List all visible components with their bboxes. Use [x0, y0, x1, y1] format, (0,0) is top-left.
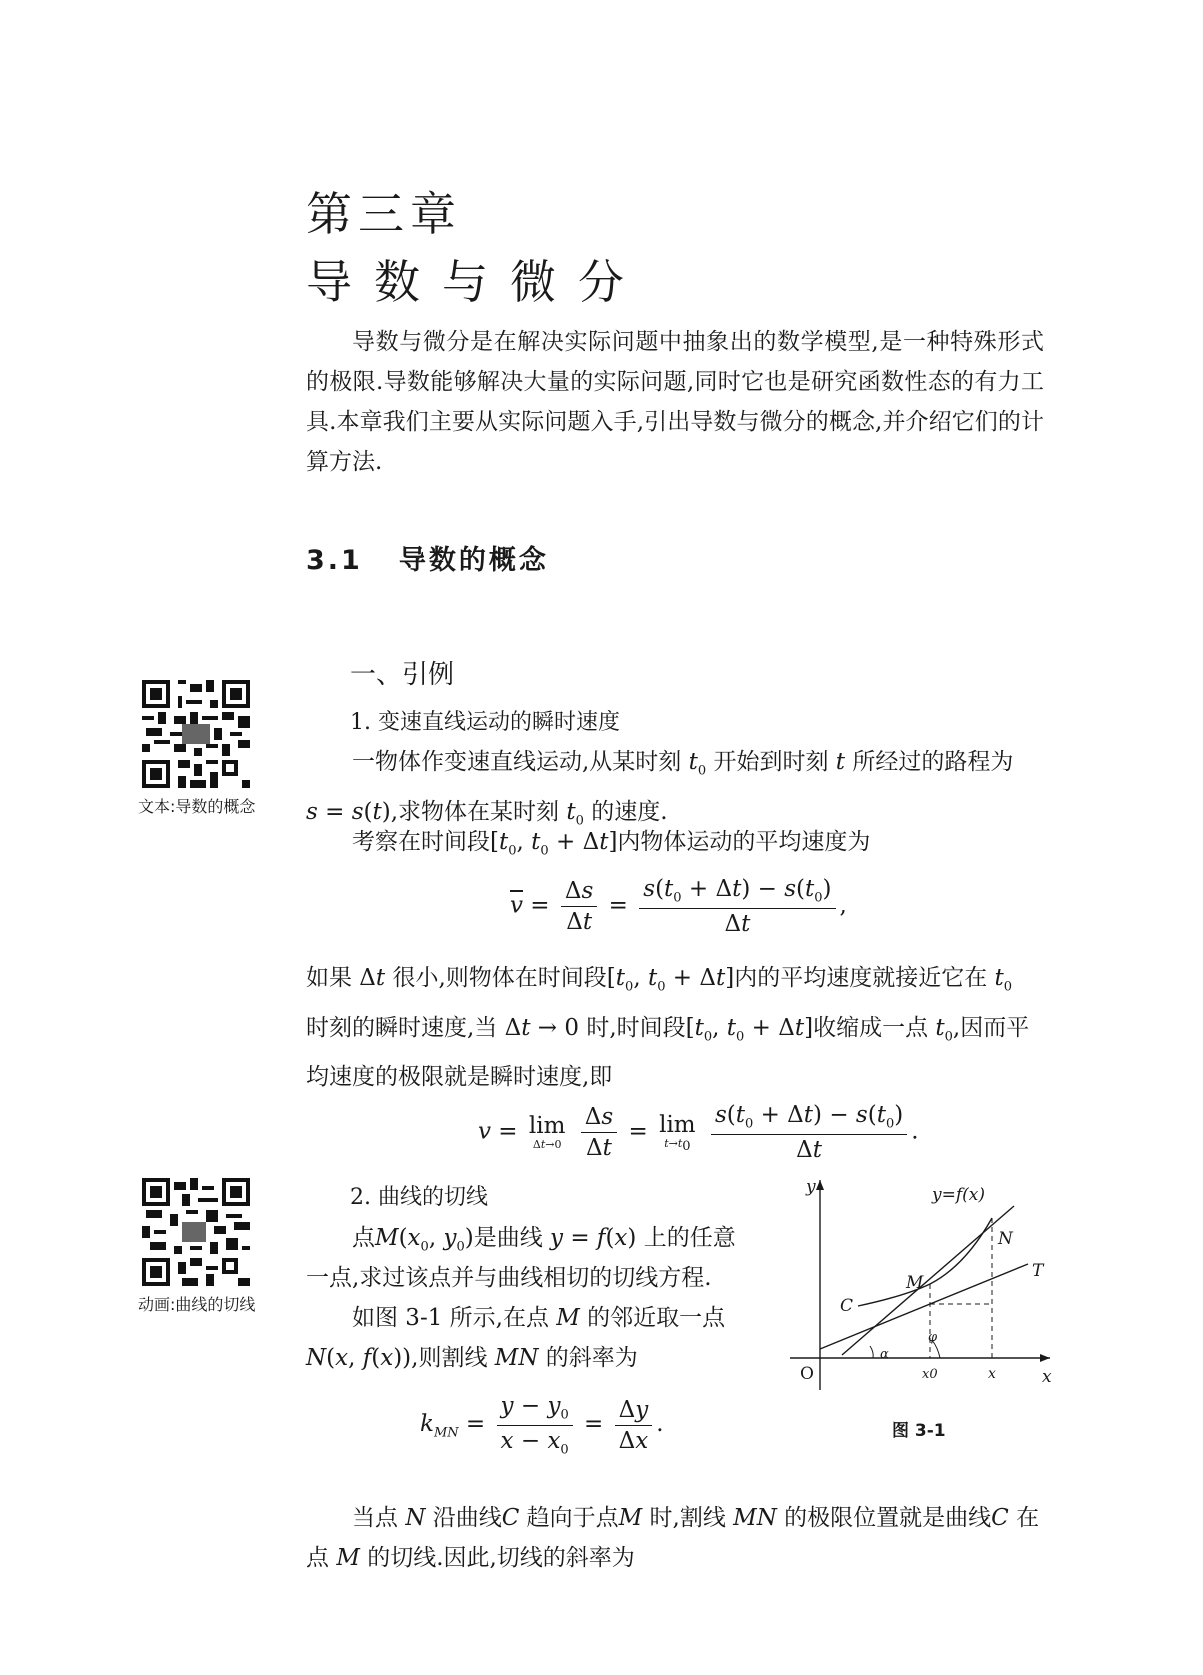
example2-paragraph1-cont: 一点,求过该点并与曲线相切的切线方程.	[306, 1265, 712, 1291]
label-tangent: T	[1032, 1261, 1044, 1281]
text-fragment: 收缩成一点	[813, 1014, 929, 1041]
text-fragment: 均速度的极限就是瞬时速度,即	[306, 1064, 613, 1091]
text-fragment: 沿曲线	[432, 1505, 502, 1531]
label-x0: x0	[922, 1367, 938, 1382]
subsection-heading: 一、引例	[350, 660, 455, 690]
text-fragment: 时刻的瞬时速度,当	[306, 1014, 498, 1041]
text-fragment: 考察在时间段	[352, 829, 490, 855]
example1-paragraph2: 考察在时间段[$t_0$, $t_0 + \Delta t$]内物体运动的平均速度为	[352, 829, 871, 859]
qr-code-animation[interactable]	[142, 1178, 250, 1286]
text-fragment: 的邻近取一点	[587, 1305, 726, 1331]
label-point-m: M	[906, 1273, 924, 1293]
example2-paragraph2-cont: N(x, f(x)),则割线 MN 的斜率为	[306, 1345, 638, 1371]
formula-average-velocity: $\overline{v}$ = $\frac{\Delta s}{\Delta t}$ = $\frac{s(t_0 + \Delta t) - s(t_0)}{\Delta t}$ ,	[510, 876, 847, 937]
figure-caption: 图 3-1	[892, 1421, 946, 1441]
label-x: x	[988, 1366, 996, 1382]
text-fragment: 时,割线	[649, 1505, 726, 1531]
text-fragment: ,因而平	[952, 1014, 1030, 1041]
text-fragment: ,则割线	[411, 1345, 488, 1371]
curve-path	[858, 1218, 992, 1306]
section-heading	[306, 538, 549, 577]
alpha-arc	[870, 1346, 873, 1358]
example2-title: 2. 曲线的切线	[350, 1185, 488, 1210]
text-fragment: 的切线.因此,切线的斜率为	[367, 1545, 635, 1571]
formula-secant-slope: $k_{MN}$ = $\frac{y - y_0}{x - x_0}$ = $\frac{\Delta y}{\Delta x}$ .	[420, 1393, 664, 1458]
text-fragment: 在	[1016, 1505, 1040, 1531]
text-fragment: 内的平均速度就接近它在	[734, 965, 988, 991]
example1-paragraph1: 一物体作变速直线运动,从某时刻 $t_0$ 开始到时刻 t 所经过的路程为 s = s(t),求物体在某时刻 $t_0$ 的速度.	[306, 749, 1014, 829]
label-y-axis: y	[806, 1178, 816, 1197]
label-point-n: N	[998, 1229, 1013, 1249]
section-title: 导数的概念	[398, 545, 549, 576]
text-fragment: 如图 3-1 所示,在点	[352, 1305, 549, 1331]
qr1-caption: 文本:导数的概念	[138, 797, 256, 816]
label-x-axis: x	[1042, 1367, 1052, 1387]
text-fragment: 的斜率为	[545, 1345, 638, 1371]
text-fragment: 如果	[306, 965, 352, 991]
example2-paragraph3: 当点 N 沿曲线C 趋向于点M 时,割线 MN 的极限位置就是曲线C 在	[352, 1505, 1040, 1531]
text-fragment: 一物体作变速直线运动,从某时刻	[352, 749, 682, 775]
text-fragment: 开始到时刻	[713, 749, 829, 775]
label-curve-c: C	[840, 1296, 854, 1316]
text-fragment: 上的任意	[643, 1225, 736, 1251]
y-axis-arrow	[816, 1180, 824, 1190]
qr-code-text[interactable]	[142, 680, 250, 788]
text-fragment: 点	[352, 1225, 375, 1251]
text-fragment: ,求物体在某时刻	[390, 798, 560, 825]
example2-paragraph2: 如图 3-1 所示,在点 M 的邻近取一点	[352, 1305, 726, 1331]
text-fragment: 是曲线	[473, 1225, 543, 1251]
label-origin: O	[800, 1364, 814, 1384]
label-alpha: α	[880, 1347, 889, 1362]
chapter-title: 导数与微分	[306, 255, 646, 309]
text-fragment: 点	[306, 1545, 329, 1571]
example2-paragraph3-cont: 点 M 的切线.因此,切线的斜率为	[306, 1545, 635, 1571]
text-fragment: 所经过的路程为	[852, 749, 1014, 775]
text-fragment: 的极限位置就是曲线	[784, 1505, 992, 1531]
intro-paragraph: 导数与微分是在解决实际问题中抽象出的数学模型,是一种特殊形式的极限.导数能够解决大量的实际问题,同时它也是研究函数性态的有力工具.本章我们主要从实际问题入手,引出导数与微分的概念,并介绍它们的计算方法.	[306, 329, 1044, 475]
label-phi: φ	[928, 1330, 938, 1345]
qr2-caption: 动画:曲线的切线	[138, 1295, 256, 1314]
formula-instant-velocity: v = lim Δt→0 $\frac{\Delta s}{\Delta t}$ = lim $t\to t_0$ $\frac{s(t_0 + \Delta t) - s(t_0)}{\Delta t}$ .	[478, 1102, 919, 1163]
example1-title: 1. 变速直线运动的瞬时速度	[350, 710, 620, 735]
text-fragment: 内物体运动的平均速度为	[617, 829, 871, 855]
text-fragment: 的速度.	[591, 798, 668, 825]
text-fragment: 趋向于点	[526, 1505, 619, 1531]
x-axis-arrow	[1040, 1354, 1050, 1362]
label-curve: y=f(x)	[932, 1185, 985, 1205]
text-fragment: 很小,则物体在时间段	[392, 965, 607, 991]
text-fragment: 当点	[352, 1505, 398, 1531]
example2-paragraph1: 点$M(x_0$, $y_0$)是曲线 y = f(x) 上的任意	[352, 1225, 736, 1255]
chapter-number: 第三章	[306, 187, 462, 241]
figure-tangent-diagram	[780, 1178, 1055, 1398]
section-number: 3.1	[306, 545, 363, 576]
example1-paragraph3: 如果 Δt 很小,则物体在时间段[$t_0$, $t_0 + \Delta t$]内的平均速度就接近它在 $t_0$ 时刻的瞬时速度,当 Δt → 0 时,时间段[$t_0$, $t_0 + \Delta t$]收缩成一点 $t_0$,因而平 均速度的极限就是瞬时速度,即	[306, 965, 1030, 1091]
text-fragment: 时,时间段	[586, 1014, 686, 1041]
